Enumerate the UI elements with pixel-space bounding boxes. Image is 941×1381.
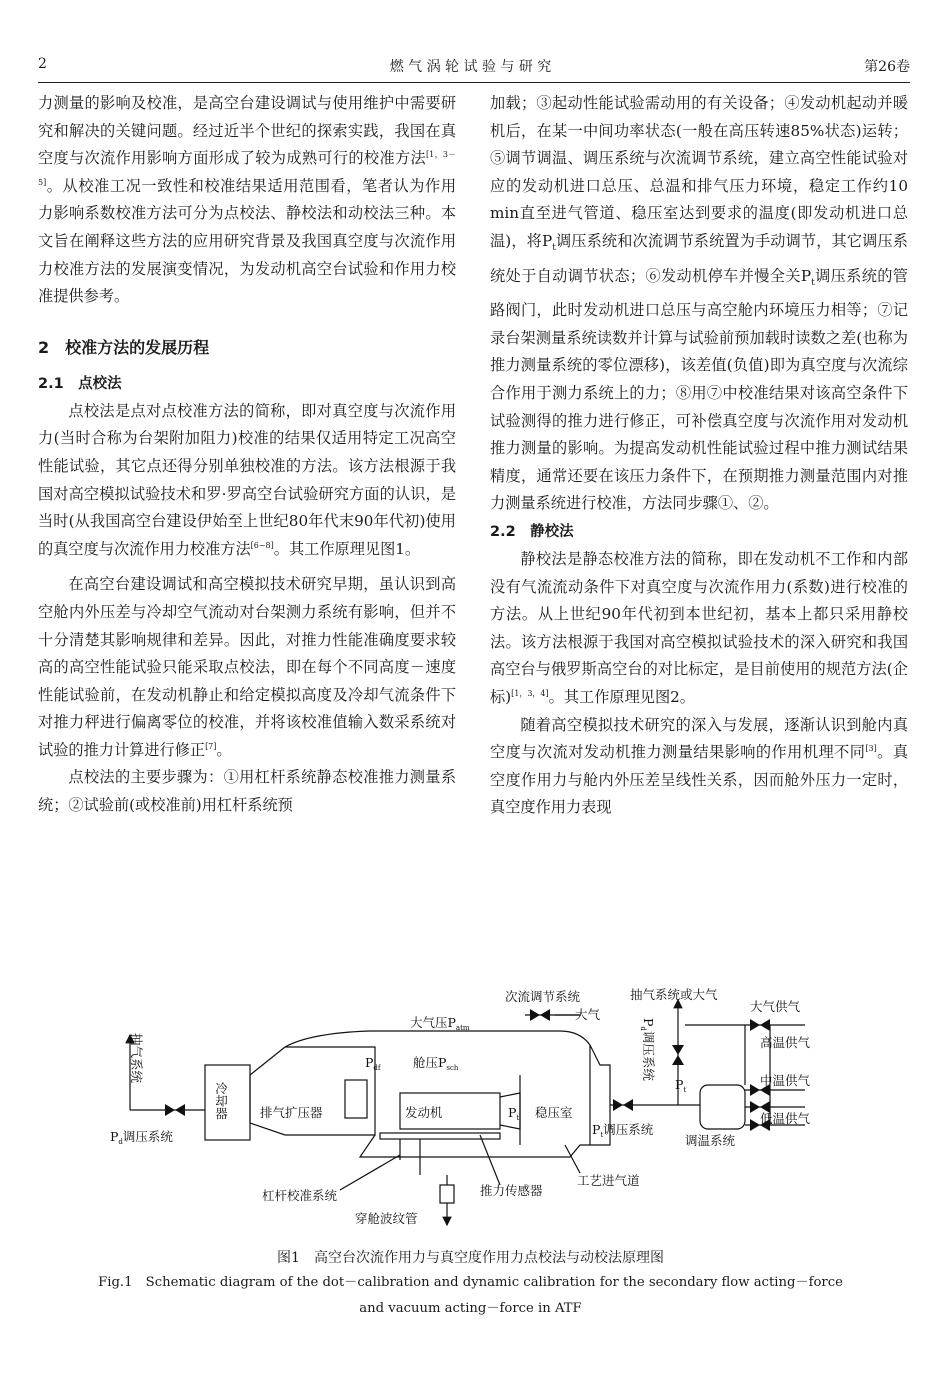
left-column bbox=[38, 90, 456, 820]
label-pt-small: $P_t$ bbox=[675, 1077, 687, 1094]
left-paragraph-1: 力测量的影响及校准，是高空台建设调试与使用维护中需要研究和解决的关键问题。经过近半个世纪的探索实践，我国在真空度与次流作用影响方面形成了较为成熟可行的校准方法[1，3－5]。从校准工况一致性和校准结果适用范围看，笔者认为作用力影响系数校准方法可分为点校法、静校法和动校法三种。本文旨在阐释这些方法的应用研究背景及我国真空度与次流作用力校准方法的发展演变情况，为发动机高空台试验和作用力校准提供参考。 bbox=[38, 94, 456, 306]
figure-1-diagram bbox=[110, 985, 830, 1240]
label-temp-sys: 调温系统 bbox=[685, 1133, 736, 1148]
label-pt-sys: $P_t$调压系统 bbox=[592, 1122, 654, 1139]
journal-title: 燃 气 涡 轮 试 验 与 研 究 bbox=[389, 59, 552, 75]
left-paragraph-3: 在高空台建设调试和高空模拟技术研究早期，虽认识到高空舱内外压差与冷却空气流动对台架测力系统有影响，但并不十分清楚其影响规律和差异。因此，对推力性能准确度要求较高的高空性能试验只能采取点校法，即在每个不同高度－速度性能试验前，在发动机静止和给定模拟高度及冷却气流条件下对推力秤进行偏离零位的校准，并将该校准值输入数采系统对试验的推力计算进行修正[7]。 bbox=[38, 575, 456, 759]
label-atm: 大气 bbox=[575, 1007, 601, 1022]
label-pdf: $P_{df}$ bbox=[365, 1055, 381, 1072]
label-exhaust-sys: 抽气系统 bbox=[129, 1033, 144, 1084]
label-thrust-sensor: 推力传感器 bbox=[480, 1183, 543, 1198]
section-2-1-heading: 2.1 点校法 bbox=[38, 375, 122, 392]
label-exhaust-or-atm: 抽气系统或大气 bbox=[630, 987, 718, 1002]
label-cold-supply: 低温供气 bbox=[760, 1111, 811, 1126]
label-bellows: 穿舱波纹管 bbox=[355, 1211, 418, 1226]
label-process-inlet: 工艺进气道 bbox=[577, 1173, 640, 1188]
figure-caption-cn: 图1 高空台次流作用力与真空度作用力点校法与动校法原理图 bbox=[277, 1250, 664, 1266]
right-paragraph-3: 随着高空模拟技术研究的深入与发展，逐渐认识到舱内真空度与次流对发动机推力测量结果影响的作用机理不同[3]。真空度作用力与舱内外压差呈线性关系，因而舱外压力一定时，真空度作用力表现 bbox=[490, 715, 908, 817]
figure-caption-en: Fig.1 Schematic diagram of the dot－calibration and dynamic calibration for the secondary flow acting－force and vacuum acting－force in ATF bbox=[98, 1275, 843, 1316]
label-mid-supply: 中温供气 bbox=[760, 1073, 811, 1088]
left-paragraph-4: 点校法的主要步骤为：①用杠杆系统静态校准推力测量系统；②试验前(或校准前)用杠杆系统预 bbox=[38, 768, 456, 815]
label-cooler: 冷却器 bbox=[213, 1082, 229, 1120]
page-number: 2 bbox=[38, 56, 47, 72]
right-paragraph-2: 静校法是静态校准方法的简称，即在发动机不工作和内部没有气流流动条件下对真空度与次流作用力(系数)进行校准的方法。从上世纪90年代初到本世纪初，基本上都只采用静校法。该方法根源于我国对高空模拟试验技术的深入研究和我国高空台与俄罗斯高空台的对比标定，是目前使用的规范方法(企标)[1，3，4]。其工作原理见图2。 bbox=[490, 549, 908, 706]
label-hot-supply: 高温供气 bbox=[760, 1035, 811, 1050]
figure-1 bbox=[110, 985, 830, 1244]
right-paragraph-1: 加载；③起动性能试验需动用的有关设备；④发动机起动并暖机后，在某一中间功率状态(一般在高压转速85%状态)运转；⑤调节调温、调压系统与次流调节系统，建立高空性能试验对应的发动机进口总压、总温和排气压力环境，稳定工作约10 min直至进气管道、稳压室达到要求的温度(即发动机进口总温)，将$P_t$调压系统和次流调节系统置为手动调节，其它调压系统处于自动调节状态；⑥发动机停车并慢全关$P_t$调压系统的管路阀门，此时发动机进口总压与高空舱内环境压力相等；⑦记录台架测量系统读数并计算与试验前预加载时读数之差(也称为推力测量系统的零位漂移)，该差值(负值)即为真空度与次流综合作用于测力系统上的力；⑧用⑦中校准结果对该高空条件下试验测得的推力进行修正，可补偿真空度与次流作用对发动机推力测量的影响。为提高发动机性能试验过程中推力测试结果精度，通常还要在该压力条件下，在预期推力测量范围内对推力测量系统进行校准，方法同步骤①、②。 bbox=[490, 94, 908, 513]
label-diffuser: 排气扩压器 bbox=[260, 1105, 323, 1120]
label-pt-in: $P_t$ bbox=[508, 1105, 520, 1122]
label-pt-vertical: $P_d$调压系统 bbox=[639, 1018, 656, 1081]
left-paragraph-2: 点校法是点对点校准方法的简称，即对真空度与次流作用力(当时合称为台架附加阻力)校准的结果仅适用特定工况高空性能试验，其它点还得分别单独校准的方法。该方法根源于我国对高空模拟试验技术和罗·罗高空台试验研究方面的认识，是当时(从我国高空台建设伊始至上世纪80年代末90年代初)使用的真空度与次流作用力校准方法[6~8]。其工作原理见图1。 bbox=[38, 401, 456, 558]
section-2-2-heading: 2.2 静校法 bbox=[490, 523, 574, 540]
label-atm-supply: 大气供气 bbox=[750, 999, 801, 1014]
volume-label: 第26卷 bbox=[864, 59, 910, 75]
right-column bbox=[490, 90, 908, 822]
label-atm-pressure: 大气压$P_{atm}$ bbox=[410, 1015, 470, 1032]
label-cabin-pressure: 舱压$P_{sch}$ bbox=[413, 1055, 459, 1072]
section-2-heading: 2 校准方法的发展历程 bbox=[38, 337, 210, 357]
label-plenum: 稳压室 bbox=[535, 1105, 573, 1120]
label-lever-sys: 杠杆校准系统 bbox=[262, 1188, 338, 1203]
label-pd-sys: $P_d$调压系统 bbox=[110, 1129, 173, 1146]
label-secondary-flow-sys: 次流调节系统 bbox=[505, 989, 581, 1004]
label-engine: 发动机 bbox=[405, 1105, 443, 1120]
header-rule bbox=[38, 82, 910, 83]
